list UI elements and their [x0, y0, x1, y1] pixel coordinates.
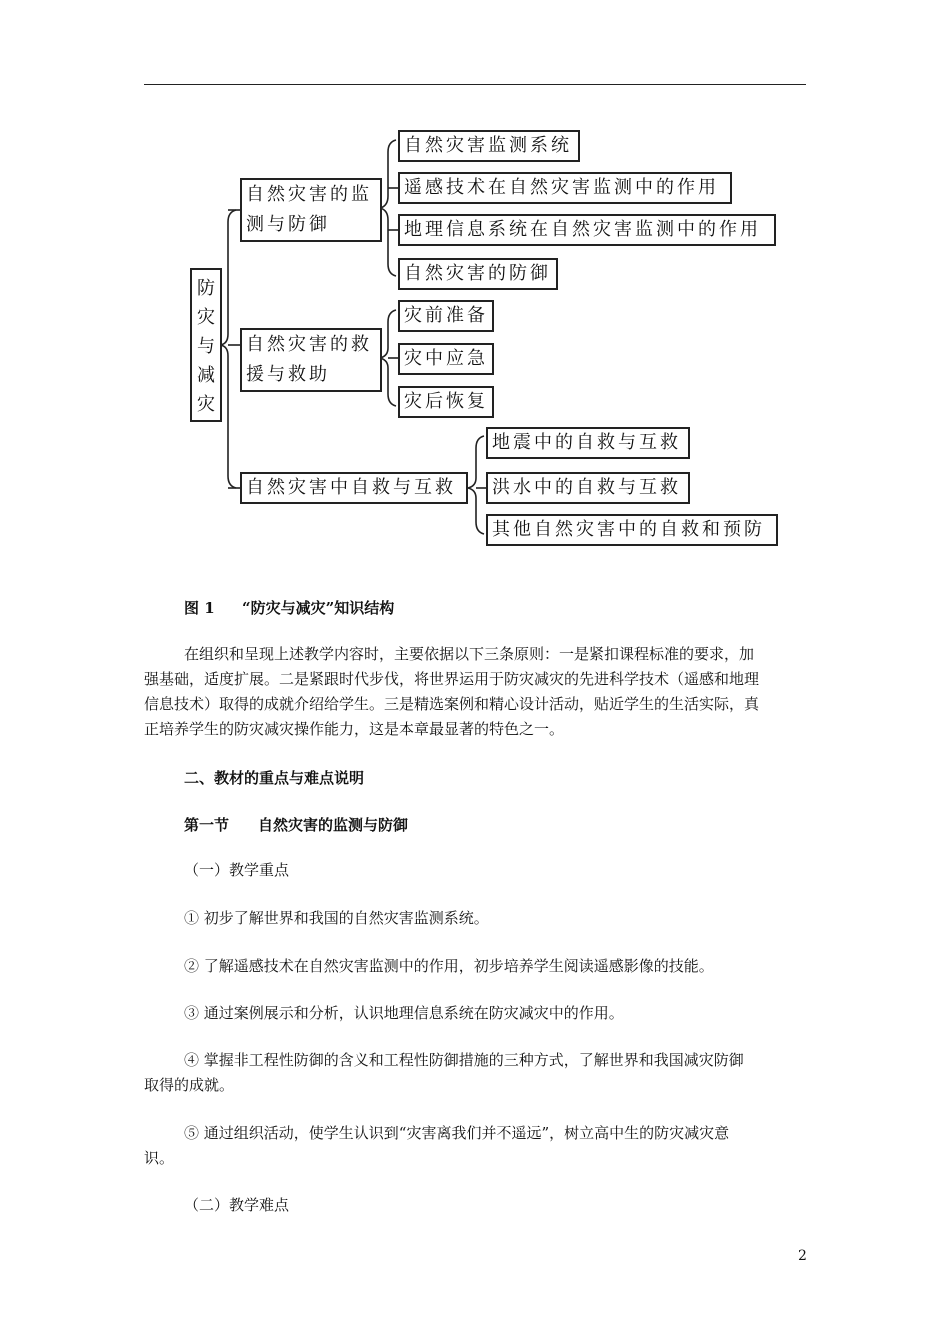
leaf-node: 灾后恢复	[398, 386, 494, 418]
branch-line: 自然灾害的监	[246, 184, 372, 205]
branch-line: 自然灾害的救	[246, 334, 372, 355]
focus-heading: （一）教学重点	[184, 861, 290, 879]
leaf-node: 自然灾害的防御	[398, 258, 558, 290]
subsection-label: 第一节	[184, 816, 230, 834]
section-heading: 二、教材的重点与难点说明	[184, 769, 365, 787]
leaf-node: 地理信息系统在自然灾害监测中的作用	[398, 214, 776, 246]
root-char: 防	[197, 278, 215, 299]
root-char: 灾	[197, 394, 215, 415]
intro-line: 信息技术）取得的成就介绍给学生。三是精选案例和精心设计活动，贴近学生的生活实际，真	[144, 695, 760, 713]
branch-monitoring	[240, 178, 382, 242]
difficulty-heading: （二）教学难点	[184, 1196, 290, 1214]
leaf-node: 地震中的自救与互救	[486, 427, 690, 459]
point-4: ④ 掌握非工程性防御的含义和工程性防御措施的三种方式，了解世界和我国减灾防御	[184, 1051, 744, 1069]
point-2: ② 了解遥感技术在自然灾害监测中的作用，初步培养学生阅读遥感影像的技能。	[184, 957, 714, 975]
root-char: 与	[197, 336, 215, 357]
point-5: ⑤ 通过组织活动，使学生认识到“灾害离我们并不遥远”，树立高中生的防灾减灾意	[184, 1124, 730, 1142]
root-char: 灾	[197, 307, 215, 328]
leaf-node: 灾前准备	[398, 300, 494, 332]
branch-self-rescue: 自然灾害中自救与互救	[240, 472, 468, 504]
branch-line: 援与救助	[246, 364, 330, 385]
point-4-cont: 取得的成就。	[144, 1076, 235, 1094]
figure-title: “防灾与减灾”知识结构	[242, 599, 395, 617]
intro-line: 在组织和呈现上述教学内容时，主要依据以下三条原则：一是紧扣课程标准的要求，加	[184, 645, 755, 663]
root-char: 减	[197, 365, 215, 386]
intro-line: 正培养学生的防灾减灾操作能力，这是本章最显著的特色之一。	[144, 720, 565, 738]
point-1: ① 初步了解世界和我国的自然灾害监测系统。	[184, 909, 489, 927]
leaf-node: 遥感技术在自然灾害监测中的作用	[398, 172, 732, 204]
diagram-root	[190, 268, 222, 422]
point-5-cont: 识。	[144, 1149, 175, 1167]
leaf-node: 自然灾害监测系统	[398, 130, 580, 162]
leaf-node: 洪水中的自救与互救	[486, 472, 690, 504]
page-number: 2	[798, 1248, 807, 1264]
branch-rescue	[240, 328, 382, 392]
subsection-title: 自然灾害的监测与防御	[258, 816, 409, 834]
branch-line: 测与防御	[246, 214, 330, 235]
figure-label: 图 1	[184, 599, 215, 617]
leaf-node: 其他自然灾害中的自救和预防	[486, 514, 778, 546]
point-3: ③ 通过案例展示和分析，认识地理信息系统在防灾减灾中的作用。	[184, 1004, 624, 1022]
leaf-node: 灾中应急	[398, 343, 494, 375]
intro-line: 强基础，适度扩展。二是紧跟时代步伐，将世界运用于防灾减灾的先进科学技术（遥感和地理	[144, 670, 760, 688]
